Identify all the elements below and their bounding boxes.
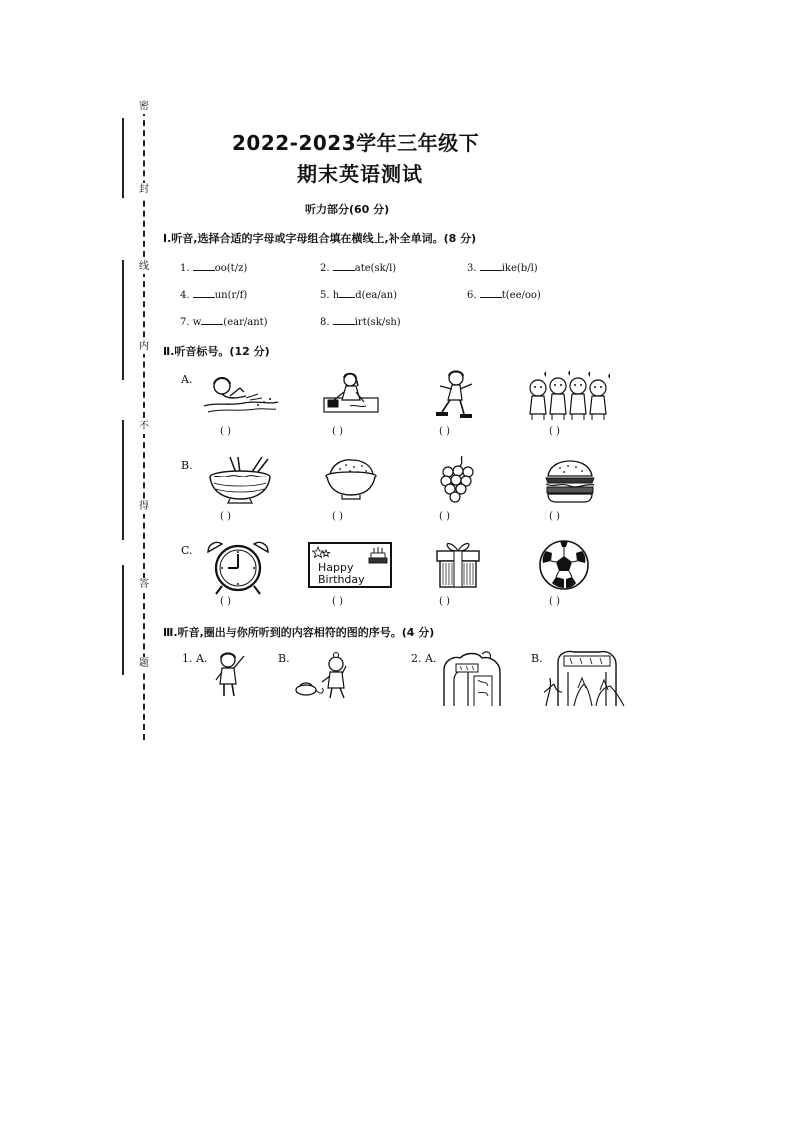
- answer-blank[interactable]: [193, 288, 215, 298]
- row-label-c: C.: [181, 544, 193, 557]
- fill-item: 4. un(r/f): [180, 290, 248, 301]
- singing-children-picture: [524, 370, 614, 422]
- answer-paren[interactable]: ( ): [332, 596, 343, 607]
- fill-item: 1. oo(t/z): [180, 263, 248, 274]
- section2-heading: Ⅱ.听音标号。(12 分): [163, 345, 270, 358]
- answer-blank[interactable]: [201, 315, 223, 325]
- row-label-a: A.: [181, 373, 193, 386]
- answer-paren[interactable]: ( ): [549, 511, 560, 522]
- answer-paren[interactable]: ( ): [220, 426, 231, 437]
- fill-item: 2. ate(sk/l): [320, 263, 397, 274]
- margin-char: 封: [136, 183, 152, 197]
- fill-item: 5. h d(ea/an): [320, 290, 398, 301]
- skating-boy-picture: [432, 368, 482, 423]
- q1-option-b[interactable]: B.: [278, 652, 290, 665]
- margin-edge-line: [122, 260, 124, 380]
- margin-char: 得: [136, 500, 152, 514]
- football-picture: [538, 539, 590, 591]
- section1-heading: Ⅰ.听音,选择合适的字母或字母组合填在横线上,补全单词。(8 分): [163, 232, 477, 245]
- answer-paren[interactable]: ( ): [332, 426, 343, 437]
- margin-char: 题: [136, 657, 152, 671]
- swimming-girl-picture: [200, 372, 280, 417]
- q2-label[interactable]: 2. A.: [411, 652, 437, 665]
- noodles-picture: [206, 455, 274, 505]
- answer-blank[interactable]: [333, 261, 355, 271]
- margin-char: 线: [136, 260, 152, 274]
- answer-paren[interactable]: ( ): [439, 596, 450, 607]
- section3-heading: Ⅲ.听音,圈出与你所听到的内容相符的图的序号。(4 分): [163, 626, 435, 639]
- margin-edge-line: [122, 118, 124, 198]
- answer-paren[interactable]: ( ): [332, 511, 343, 522]
- hamburger-picture: [544, 460, 596, 504]
- exam-title-line2: 期末英语测试: [297, 162, 423, 186]
- margin-char: 密: [136, 100, 152, 114]
- gift-box-picture: [434, 541, 482, 589]
- answer-blank[interactable]: [333, 315, 355, 325]
- boy-waving-picture: [212, 650, 248, 700]
- birthday-card-picture: [308, 542, 392, 588]
- birthday-line2: Birthday: [318, 573, 365, 586]
- alarm-clock-picture: [204, 538, 272, 596]
- answer-paren[interactable]: ( ): [439, 426, 450, 437]
- answer-blank[interactable]: [480, 261, 502, 271]
- girl-on-phone-picture: [292, 652, 356, 700]
- answer-paren[interactable]: ( ): [549, 596, 560, 607]
- star-icon: [312, 546, 332, 562]
- answer-blank[interactable]: [339, 288, 355, 298]
- rice-bowl-picture: [324, 457, 378, 501]
- fill-item: 7. w (ear/ant): [180, 317, 268, 328]
- margin-edge-line: [122, 420, 124, 540]
- birthday-line1: Happy: [318, 561, 354, 574]
- margin-char: 内: [136, 340, 152, 354]
- margin-edge-line: [122, 565, 124, 675]
- row-label-b: B.: [181, 459, 193, 472]
- fill-item: 6. t(ee/oo): [467, 290, 541, 301]
- grapes-picture: [440, 454, 476, 506]
- answer-paren[interactable]: ( ): [549, 426, 560, 437]
- listening-part-heading: 听力部分(60 分): [305, 203, 390, 216]
- q2-option-b[interactable]: B.: [531, 652, 543, 665]
- q1-label[interactable]: 1. A.: [182, 652, 208, 665]
- margin-char: 不: [136, 420, 152, 434]
- answer-paren[interactable]: ( ): [439, 511, 450, 522]
- answer-blank[interactable]: [193, 261, 215, 271]
- answer-paren[interactable]: ( ): [220, 596, 231, 607]
- margin-char: 答: [136, 578, 152, 592]
- cake-icon: [368, 546, 388, 564]
- drawing-girl-picture: [320, 370, 382, 418]
- answer-paren[interactable]: ( ): [220, 511, 231, 522]
- fill-item: 8. irt(sk/sh): [320, 317, 401, 328]
- exam-title-line1: 2022-2023学年三年级下: [232, 131, 480, 155]
- park-gate-picture: [544, 648, 626, 708]
- fill-item: 3. ike(b/l): [467, 263, 538, 274]
- zoo-gate-picture: [438, 650, 506, 708]
- answer-blank[interactable]: [480, 288, 502, 298]
